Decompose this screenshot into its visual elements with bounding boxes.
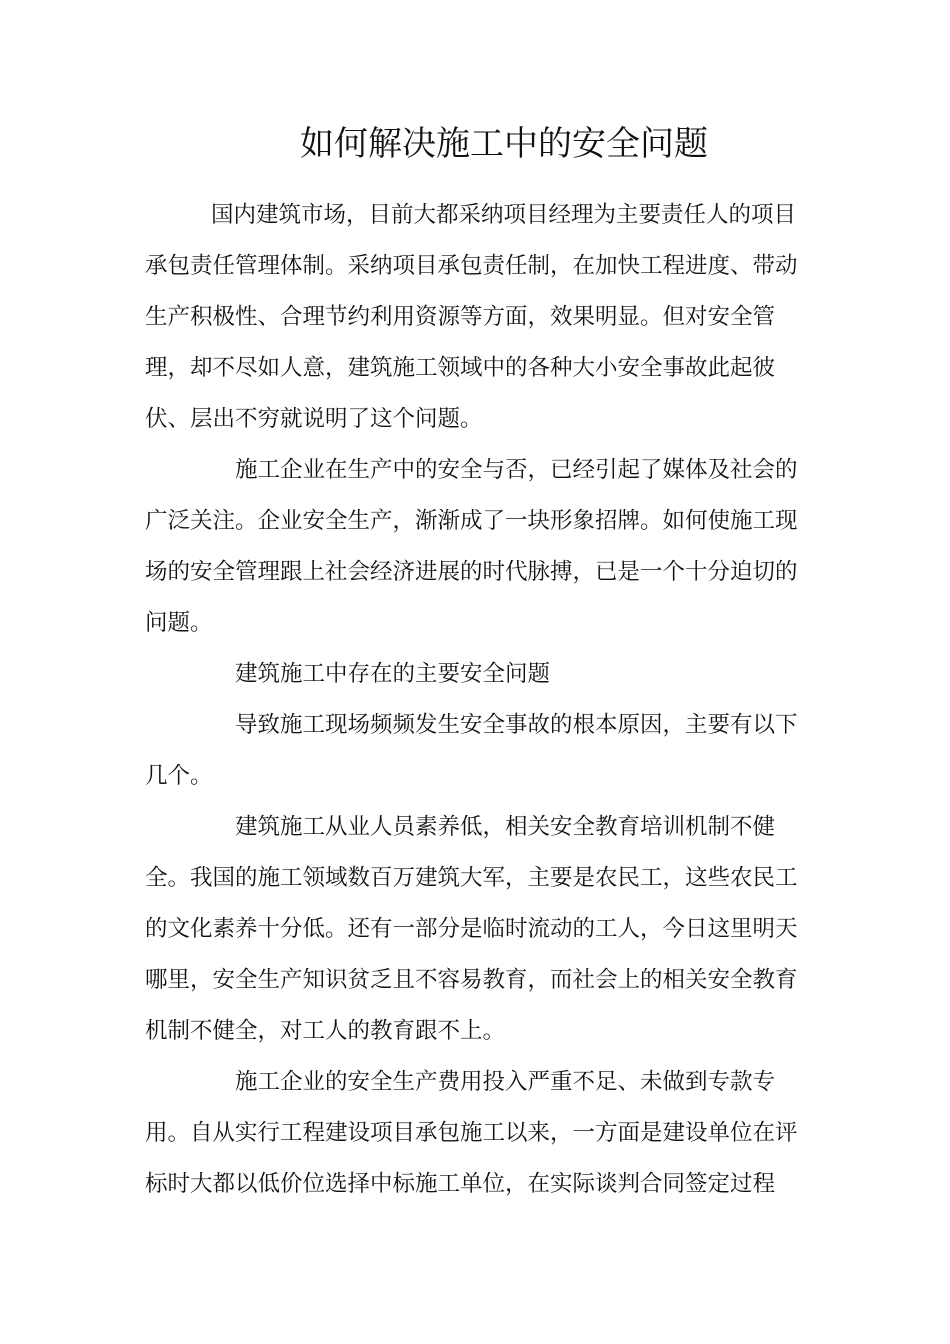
section-heading-text: 建筑施工中存在的主要安全问题 [235, 661, 551, 687]
paragraph-2 [145, 445, 805, 649]
paragraph-line: 机制不健全，对工人的教育跟不上。 [145, 1018, 506, 1044]
document-body [145, 190, 805, 1210]
paragraph-line: 理，却不尽如人意，建筑施工领域中的各种大小安全事故此起彼 [145, 355, 776, 381]
paragraph-3 [145, 700, 805, 802]
paragraph-line: 问题。 [145, 610, 213, 636]
paragraph-line: 全。我国的施工领域数百万建筑大军，主要是农民工，这些农民工 [145, 865, 798, 891]
paragraph-5 [145, 1057, 805, 1210]
document-title: 如何解决施工中的安全问题 [300, 124, 708, 164]
paragraph-1 [145, 190, 805, 445]
paragraph-line: 伏、层出不穷就说明了这个问题。 [145, 406, 483, 432]
paragraph-line: 场的安全管理跟上社会经济进展的时代脉搏，已是一个十分迫切的 [145, 559, 798, 585]
paragraph-line: 建筑施工从业人员素养低，相关安全教育培训机制不健 [235, 814, 776, 840]
paragraph-line: 承包责任管理体制。采纳项目承包责任制，在加快工程进度、带动 [145, 253, 798, 279]
paragraph-line: 施工企业的安全生产费用投入严重不足、未做到专款专 [235, 1069, 776, 1095]
paragraph-line: 国内建筑市场，目前大都采纳项目经理为主要责任人的项目 [211, 202, 797, 228]
paragraph-line: 哪里，安全生产知识贫乏且不容易教育，而社会上的相关安全教育 [145, 967, 798, 993]
paragraph-line: 标时大都以低价位选择中标施工单位，在实际谈判合同签定过程 [145, 1171, 776, 1197]
paragraph-line: 生产积极性、合理节约利用资源等方面，效果明显。但对安全管 [145, 304, 776, 330]
section-heading [145, 649, 805, 700]
paragraph-line: 广泛关注。企业安全生产，渐渐成了一块形象招牌。如何使施工现 [145, 508, 798, 534]
paragraph-line: 的文化素养十分低。还有一部分是临时流动的工人，今日这里明天 [145, 916, 798, 942]
paragraph-line: 导致施工现场频频发生安全事故的根本原因，主要有以下 [235, 712, 798, 738]
paragraph-4 [145, 802, 805, 1057]
paragraph-line: 几个。 [145, 763, 213, 789]
paragraph-line: 施工企业在生产中的安全与否，已经引起了媒体及社会的 [235, 457, 798, 483]
paragraph-line: 用。自从实行工程建设项目承包施工以来，一方面是建设单位在评 [145, 1120, 798, 1146]
